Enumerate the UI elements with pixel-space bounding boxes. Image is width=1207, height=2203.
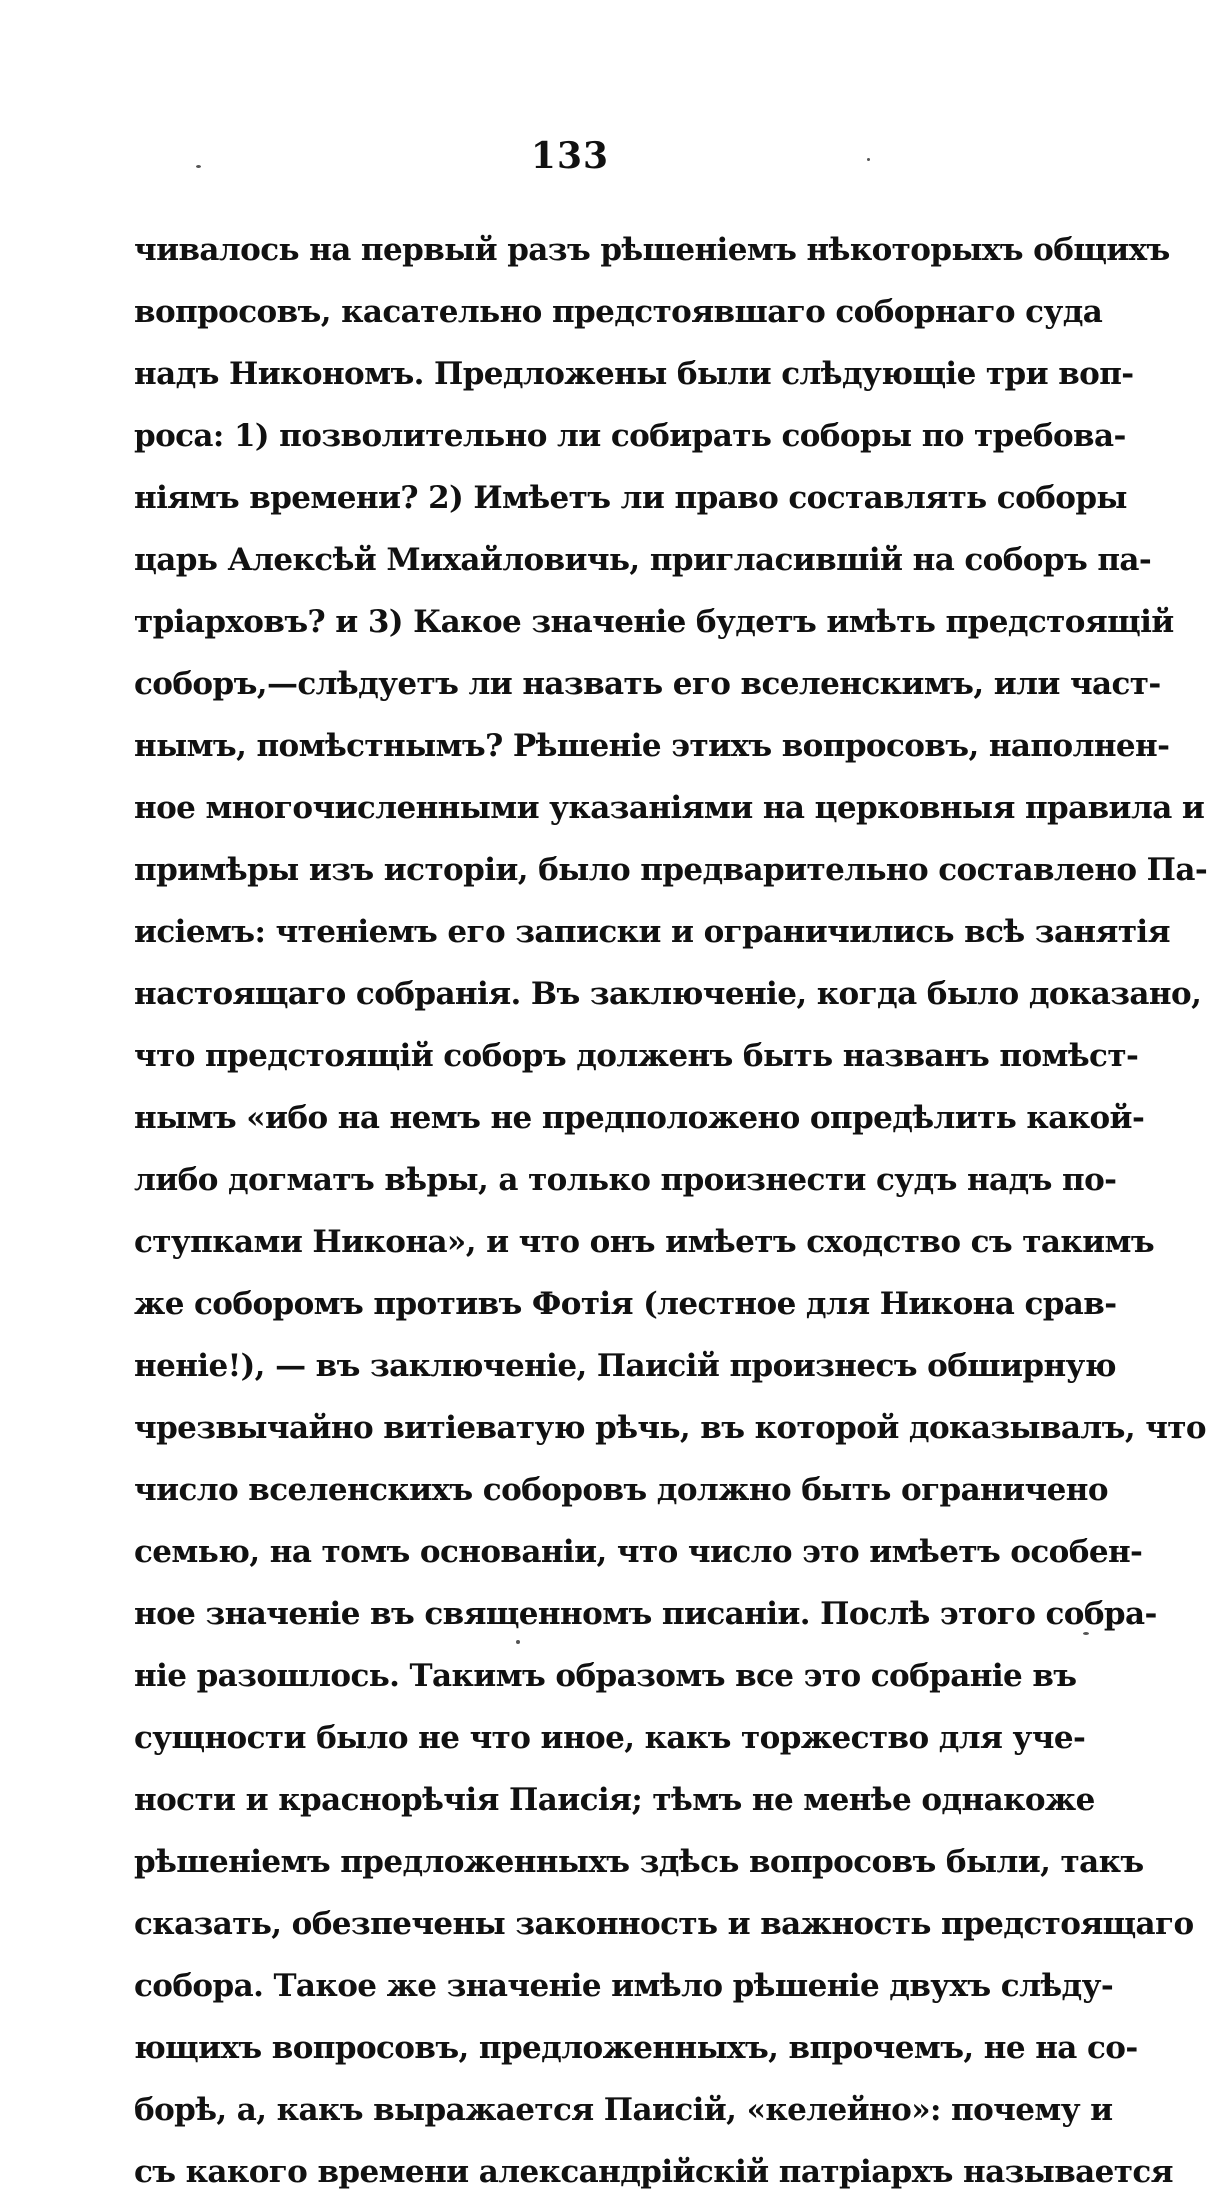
text-line: неніе!), — въ заключеніе, Паисій произнесъ обширную [134, 1348, 1116, 1384]
text-line: надъ Никономъ. Предложены были слѣдующіе три воп- [134, 356, 1134, 392]
text-line: чрезвычайно витіеватую рѣчь, въ которой доказывалъ, что [134, 1410, 1206, 1446]
scan-speck [867, 158, 870, 161]
text-line: число вселенскихъ соборовъ должно быть ограничено [134, 1472, 1108, 1508]
text-line: чивалось на первый разъ рѣшеніемъ нѣкоторыхъ общихъ [134, 232, 1170, 268]
text-line: либо догматъ вѣры, а только произнести судъ надъ по- [134, 1162, 1117, 1198]
text-line: ніямъ времени? 2) Имѣетъ ли право составлять соборы [134, 480, 1127, 516]
scan-speck [196, 165, 201, 168]
scan-speck [1083, 1632, 1089, 1635]
text-line: настоящаго собранія. Въ заключеніе, когда было доказано, [134, 976, 1202, 1012]
text-line: сущности было не что иное, какъ торжество для уче- [134, 1720, 1086, 1756]
text-line: семью, на томъ основаніи, что число это имѣетъ особен- [134, 1534, 1143, 1570]
text-line: нымъ «ибо на немъ не предположено опредѣлить какой- [134, 1100, 1145, 1136]
text-line: исіемъ: чтеніемъ его записки и ограничились всѣ занятія [134, 914, 1170, 950]
text-line: соборъ,—слѣдуетъ ли назвать его вселенскимъ, или част- [134, 666, 1161, 702]
text-line: что предстоящій соборъ долженъ быть названъ помѣст- [134, 1038, 1139, 1074]
text-line: нымъ, помѣстнымъ? Рѣшеніе этихъ вопросовъ, наполнен- [134, 728, 1170, 764]
text-line: тріарховъ? и 3) Какое значеніе будетъ имѣть предстоящій [134, 604, 1174, 640]
text-line: же соборомъ противъ Фотія (лестное для Никона срав- [134, 1286, 1117, 1322]
text-line: сказать, обезпечены законность и важность предстоящаго [134, 1906, 1194, 1942]
text-line: ности и краснорѣчія Паисія; тѣмъ не менѣе однакоже [134, 1782, 1095, 1818]
text-line: примѣры изъ исторіи, было предварительно составлено Па- [134, 852, 1207, 888]
text-line: вопросовъ, касательно предстоявшаго соборнаго суда [134, 294, 1103, 330]
text-line: рѣшеніемъ предложенныхъ здѣсь вопросовъ были, такъ [134, 1844, 1144, 1880]
text-line: царь Алексѣй Михайловичь, пригласившій на соборъ па- [134, 542, 1152, 578]
text-line: ніе разошлось. Такимъ образомъ все это собраніе въ [134, 1658, 1077, 1694]
text-line: ное многочисленными указаніями на церковныя правила и [134, 790, 1205, 826]
text-line: съ какого времени александрійскій патріархъ называется [134, 2154, 1173, 2190]
scan-speck [516, 1640, 520, 1644]
page-number: 133 [530, 135, 610, 177]
text-line: ступками Никона», и что онъ имѣетъ сходство съ такимъ [134, 1224, 1155, 1260]
text-line: собора. Такое же значеніе имѣло рѣшеніе двухъ слѣду- [134, 1968, 1114, 2004]
text-line: роса: 1) позволительно ли собирать соборы по требова- [134, 418, 1126, 454]
text-line: ное значеніе въ священномъ писаніи. Послѣ этого собра- [134, 1596, 1157, 1632]
text-line: ющихъ вопросовъ, предложенныхъ, впрочемъ, не на со- [134, 2030, 1138, 2066]
body-text [134, 219, 1207, 2203]
text-line: борѣ, а, какъ выражается Паисій, «келейно»: почему и [134, 2092, 1113, 2128]
